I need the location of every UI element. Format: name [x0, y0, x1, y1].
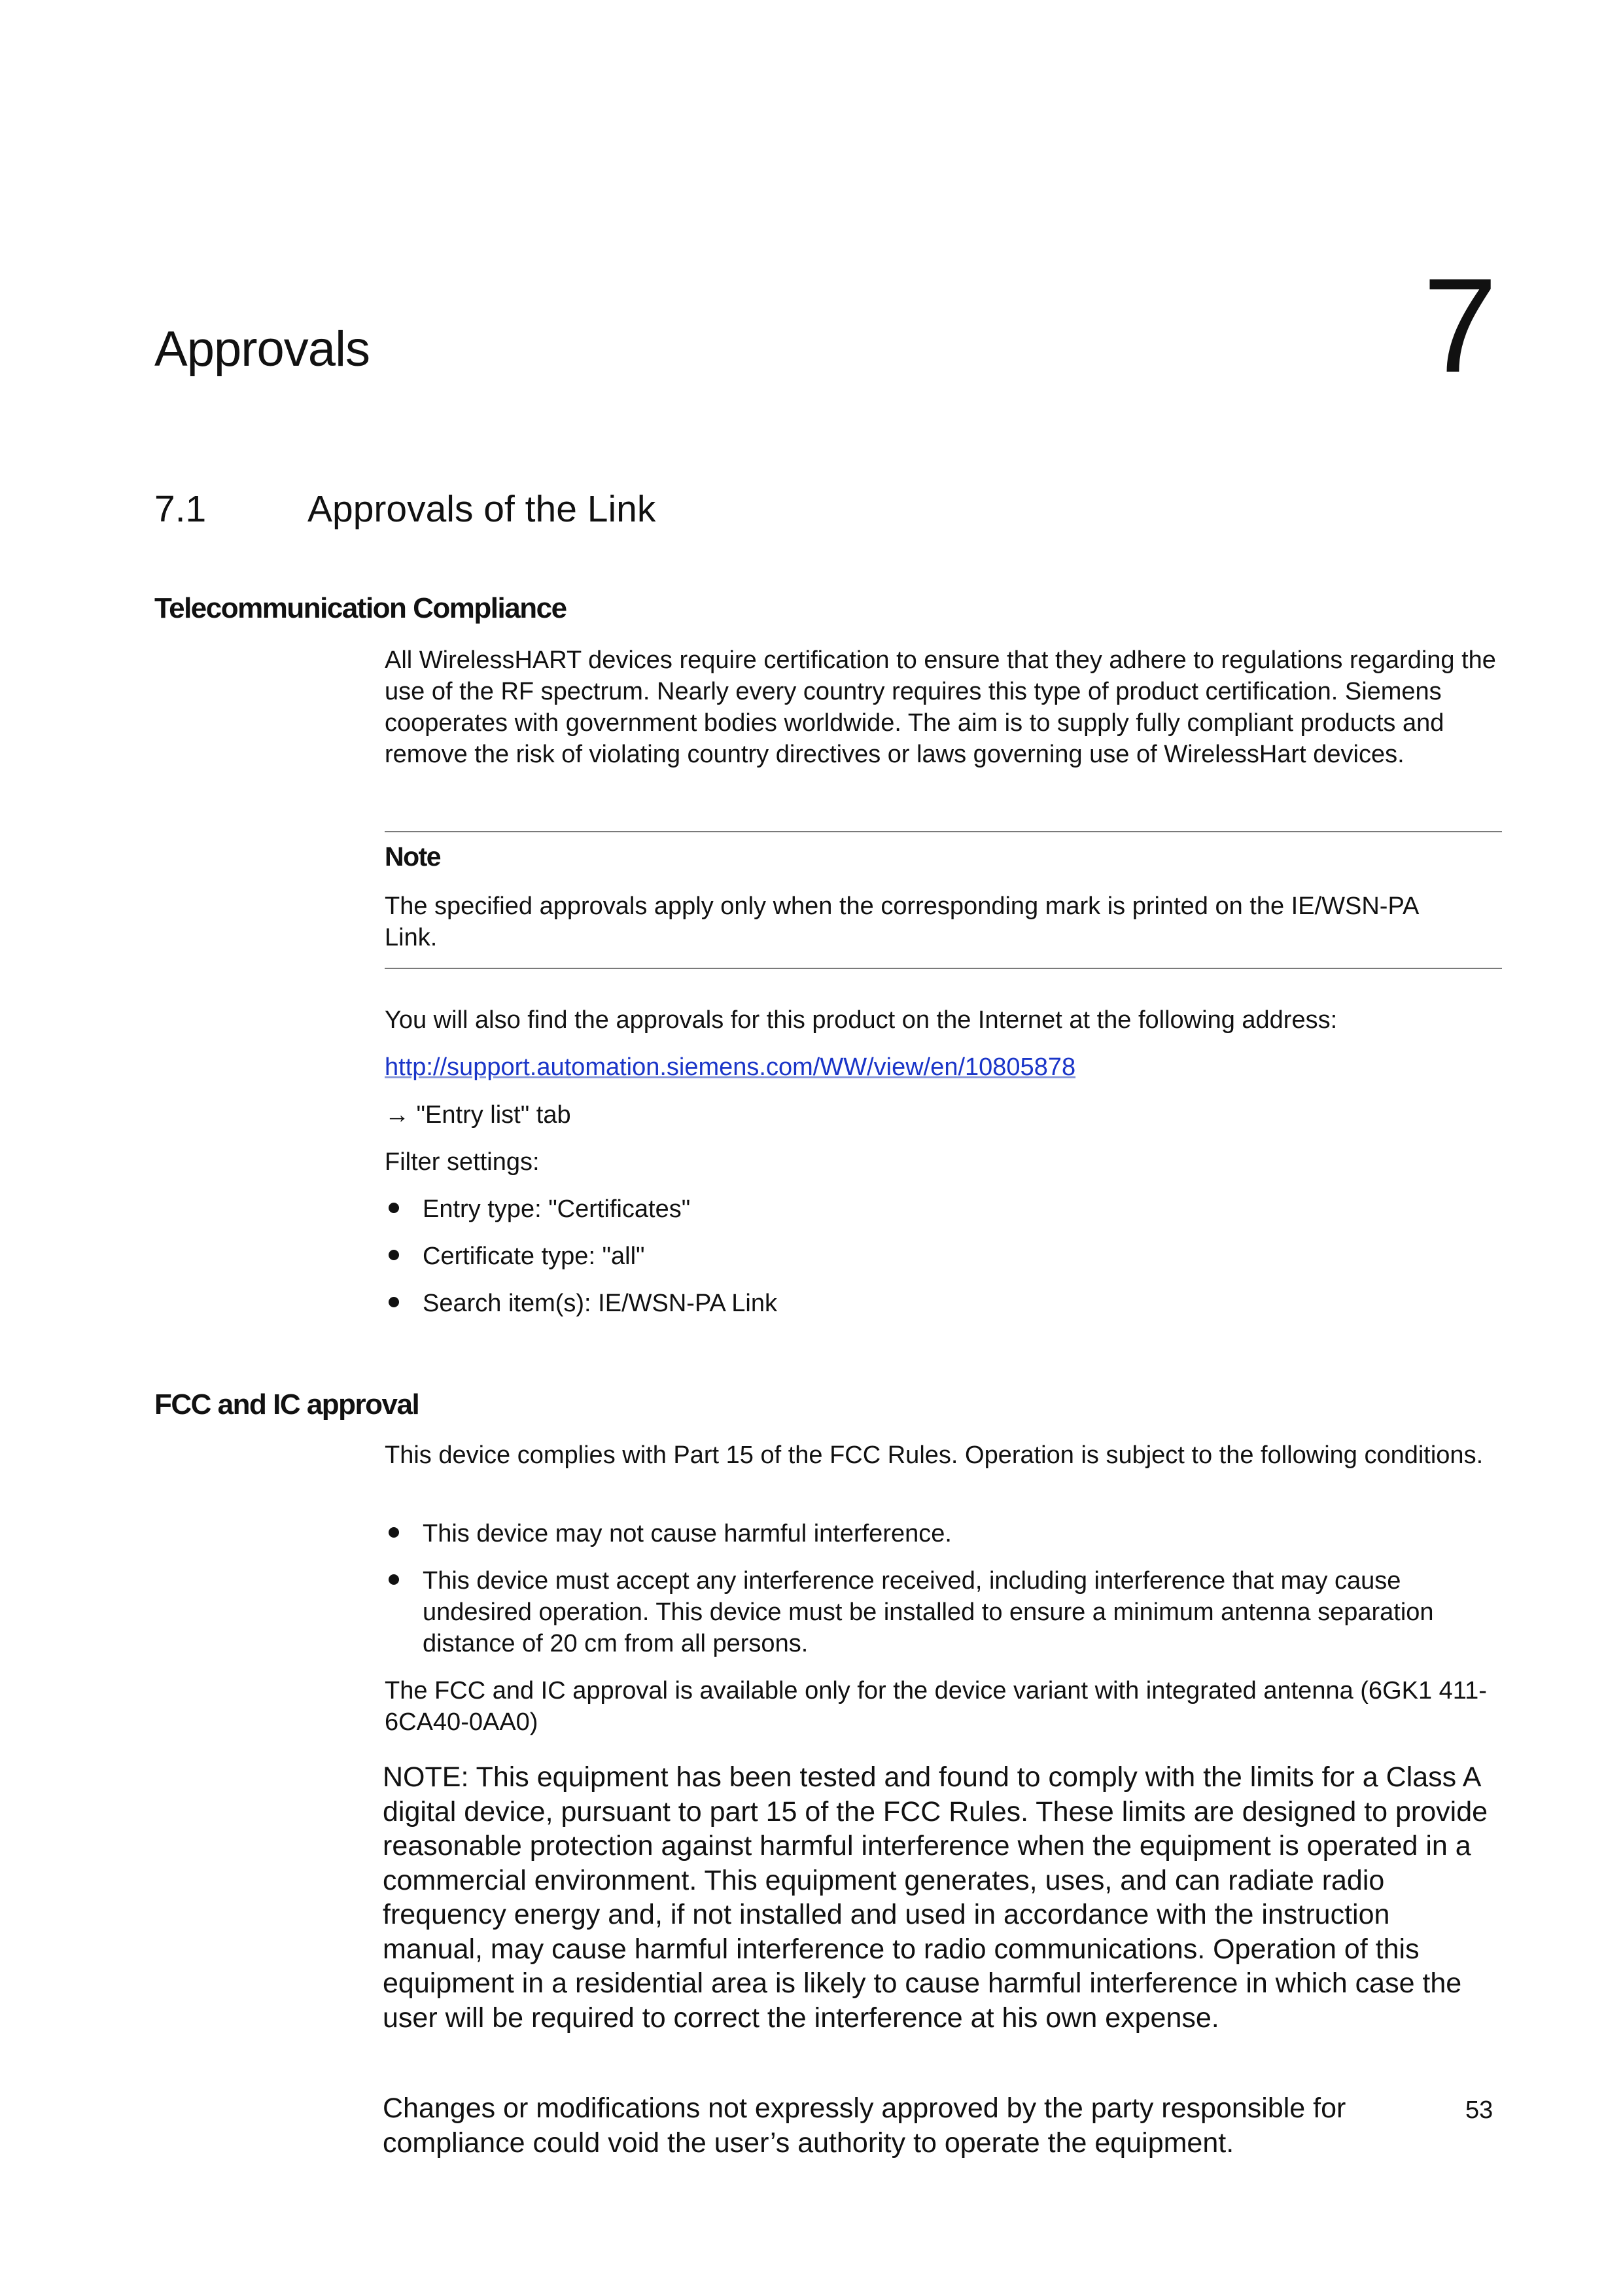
bullet-icon — [389, 1574, 399, 1585]
fcc-changes-paragraph: Changes or modifications not expressly approved by the party responsible for compliance could void the user’s authority to operate the equipment. — [383, 2093, 1346, 2159]
list-item: Certificate type: "all" — [385, 1241, 1497, 1272]
fcc-heading: FCC and IC approval — [154, 1388, 419, 1421]
chapter-number: 7 — [1423, 251, 1498, 400]
bullet-icon — [389, 1203, 399, 1213]
list-item: This device may not cause harmful interference. — [385, 1518, 1516, 1549]
list-item: Search item(s): IE/WSN-PA Link — [385, 1288, 1497, 1319]
fcc-availability-block — [385, 1675, 1516, 1738]
filter-list — [385, 1193, 1497, 1319]
note-box — [385, 831, 1502, 969]
fcc-intro-block — [385, 1439, 1516, 1471]
telecom-paragraph: All WirelessHART devices require certification to ensure that they adhere to regulations regarding the use of the RF spectrum. Nearly every country requires this type of product certification. Siemens cooperates with government bodies worldwide. The aim is to supply fully compliant products and remove the risk of violating country directives or laws governing use of WirelessHart devices. — [385, 646, 1496, 768]
list-item: Entry type: "Certificates" — [385, 1193, 1497, 1225]
internet-text: You will also find the approvals for this product on the Internet at the following address: — [385, 1006, 1338, 1034]
chapter-title: Approvals — [154, 321, 370, 377]
support-link[interactable]: http://support.automation.siemens.com/WW/view/en/10805878 — [385, 1053, 1076, 1081]
bullet-icon — [389, 1250, 399, 1260]
note-text: The specified approvals apply only when the corresponding mark is printed on the IE/WSN-PA Link. — [385, 892, 1418, 951]
entry-list-text: → "Entry list" tab — [385, 1101, 571, 1129]
telecom-paragraph-block — [385, 645, 1516, 770]
section-number: 7.1 — [154, 488, 207, 530]
telecom-heading: Telecommunication Compliance — [154, 592, 567, 624]
fcc-intro: This device complies with Part 15 of the FCC Rules. Operation is subject to the following conditions. — [385, 1441, 1484, 1469]
filter-label: Filter settings: — [385, 1148, 540, 1176]
bullet-icon — [389, 1297, 399, 1307]
fcc-availability: The FCC and IC approval is available only for the device variant with integrated antenna (6GK1 411-6CA40-0AA0) — [385, 1677, 1487, 1736]
fcc-conditions — [385, 1518, 1516, 1659]
list-item: This device must accept any interference received, including interference that may cause undesired operation. This device must be installed to ensure a minimum antenna separation distance of 20 cm from all persons. — [385, 1565, 1516, 1659]
note-label: Note — [385, 841, 441, 872]
fcc-note-paragraph: NOTE: This equipment has been tested and found to comply with the limits for a Class A digital device, pursuant to part 15 of the FCC Rules. These limits are designed to provide reasonable protection against harmful interference when the equipment is operated in a commercial environment. This equipment generates, uses, and can radiate radio frequency energy and, if not installed and used in accordance with the instruction manual, may cause harmful interference to radio communications. Operation of this equipment in a residential area is likely to cause harmful interference in which case the user will be required to correct the interference at his own expense. — [383, 1761, 1488, 2034]
section-title: Approvals of the Link — [307, 488, 656, 530]
bullet-icon — [389, 1527, 399, 1538]
page-number: 53 — [1465, 2096, 1493, 2124]
